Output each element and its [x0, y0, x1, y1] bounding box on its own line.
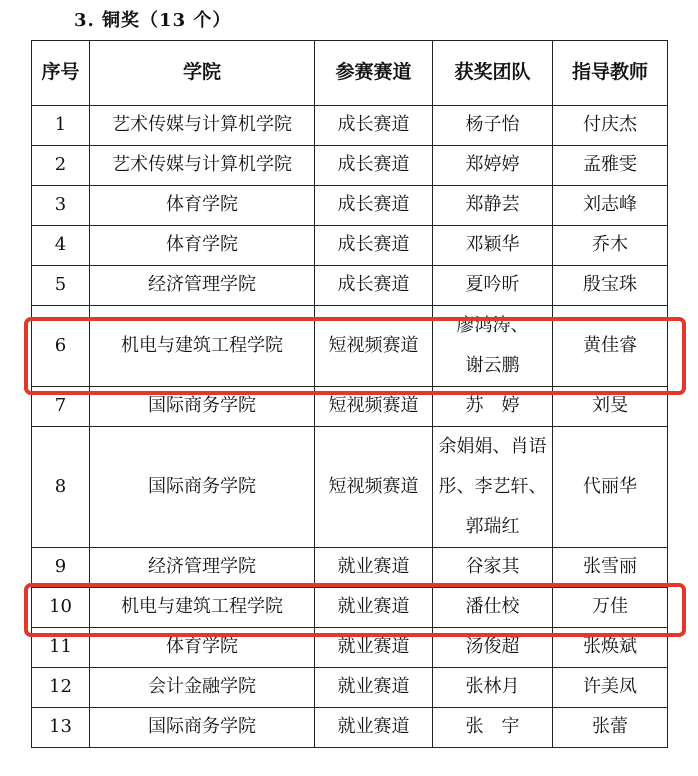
- header-number: 序号: [32, 41, 90, 106]
- cell-college: 体育学院: [90, 226, 315, 266]
- cell-track: 成长赛道: [315, 186, 433, 226]
- cell-college: 机电与建筑工程学院: [90, 306, 315, 387]
- cell-number: 13: [32, 708, 90, 748]
- cell-number: 5: [32, 266, 90, 306]
- cell-advisor: 代丽华: [553, 427, 668, 548]
- table-row: [32, 226, 668, 266]
- cell-number: 9: [32, 548, 90, 588]
- cell-college: 体育学院: [90, 628, 315, 668]
- table-row: [32, 427, 668, 548]
- cell-college: 艺术传媒与计算机学院: [90, 146, 315, 186]
- cell-team: 苏 婷: [433, 387, 553, 427]
- header-team: 获奖团队: [433, 41, 553, 106]
- cell-track: 成长赛道: [315, 146, 433, 186]
- cell-advisor: 孟雅雯: [553, 146, 668, 186]
- team-member-line: 彤、李艺轩、: [438, 476, 547, 497]
- section-heading: 3. 铜奖（13 个）: [74, 10, 232, 31]
- header-track: 参赛赛道: [315, 41, 433, 106]
- cell-team: 潘仕校: [433, 588, 553, 628]
- table-row: [32, 106, 668, 146]
- cell-advisor: 付庆杰: [553, 106, 668, 146]
- cell-advisor: 张蕾: [553, 708, 668, 748]
- cell-college: 国际商务学院: [90, 387, 315, 427]
- cell-advisor: 刘志峰: [553, 186, 668, 226]
- cell-advisor: 张焕斌: [553, 628, 668, 668]
- table-row: [32, 266, 668, 306]
- table-row: [32, 628, 668, 668]
- cell-team: 杨子怡: [433, 106, 553, 146]
- cell-track: 短视频赛道: [315, 387, 433, 427]
- header-advisor: 指导教师: [553, 41, 668, 106]
- cell-college: 经济管理学院: [90, 266, 315, 306]
- cell-team: [433, 306, 553, 387]
- cell-team: 张 宇: [433, 708, 553, 748]
- cell-advisor: 万佳: [553, 588, 668, 628]
- cell-team: 邓颖华: [433, 226, 553, 266]
- cell-track: 就业赛道: [315, 588, 433, 628]
- cell-team: 汤俊超: [433, 628, 553, 668]
- cell-team: 夏吟昕: [433, 266, 553, 306]
- cell-number: 7: [32, 387, 90, 427]
- cell-advisor: 张雪丽: [553, 548, 668, 588]
- cell-team: 谷家其: [433, 548, 553, 588]
- team-member-line: 郭瑞红: [465, 516, 520, 537]
- team-member-line: 谢云鹏: [465, 355, 520, 376]
- cell-team: 张林月: [433, 668, 553, 708]
- cell-number: 11: [32, 628, 90, 668]
- cell-track: 就业赛道: [315, 668, 433, 708]
- table-row: [32, 387, 668, 427]
- cell-college: 体育学院: [90, 186, 315, 226]
- team-member-line: 廖鸿涛、: [456, 315, 529, 336]
- cell-number: 1: [32, 106, 90, 146]
- cell-track: 就业赛道: [315, 628, 433, 668]
- table-row: [32, 186, 668, 226]
- cell-team: 郑静芸: [433, 186, 553, 226]
- table-row: [32, 306, 668, 387]
- cell-number: 3: [32, 186, 90, 226]
- cell-number: 12: [32, 668, 90, 708]
- cell-college: 国际商务学院: [90, 708, 315, 748]
- cell-number: 8: [32, 427, 90, 548]
- cell-track: 成长赛道: [315, 106, 433, 146]
- cell-number: 10: [32, 588, 90, 628]
- table-row: [32, 668, 668, 708]
- cell-track: 成长赛道: [315, 266, 433, 306]
- table-row: [32, 548, 668, 588]
- cell-track: 短视频赛道: [315, 306, 433, 387]
- cell-college: 机电与建筑工程学院: [90, 588, 315, 628]
- cell-number: 6: [32, 306, 90, 387]
- cell-college: 经济管理学院: [90, 548, 315, 588]
- table-row: [32, 146, 668, 186]
- cell-track: 就业赛道: [315, 708, 433, 748]
- cell-team: 郑婷婷: [433, 146, 553, 186]
- cell-college: 会计金融学院: [90, 668, 315, 708]
- cell-college: 国际商务学院: [90, 427, 315, 548]
- cell-advisor: 许美凤: [553, 668, 668, 708]
- table-header-row: [32, 41, 668, 106]
- team-member-line: 余娟娟、肖语: [438, 436, 547, 457]
- cell-advisor: 黄佳睿: [553, 306, 668, 387]
- cell-college: 艺术传媒与计算机学院: [90, 106, 315, 146]
- cell-advisor: 乔木: [553, 226, 668, 266]
- cell-number: 2: [32, 146, 90, 186]
- cell-team: [433, 427, 553, 548]
- bronze-award-table: [31, 40, 668, 748]
- cell-track: 就业赛道: [315, 548, 433, 588]
- table-row: [32, 708, 668, 748]
- table-row: [32, 588, 668, 628]
- cell-track: 短视频赛道: [315, 427, 433, 548]
- cell-advisor: 殷宝珠: [553, 266, 668, 306]
- header-college: 学院: [90, 41, 315, 106]
- cell-advisor: 刘旻: [553, 387, 668, 427]
- cell-track: 成长赛道: [315, 226, 433, 266]
- cell-number: 4: [32, 226, 90, 266]
